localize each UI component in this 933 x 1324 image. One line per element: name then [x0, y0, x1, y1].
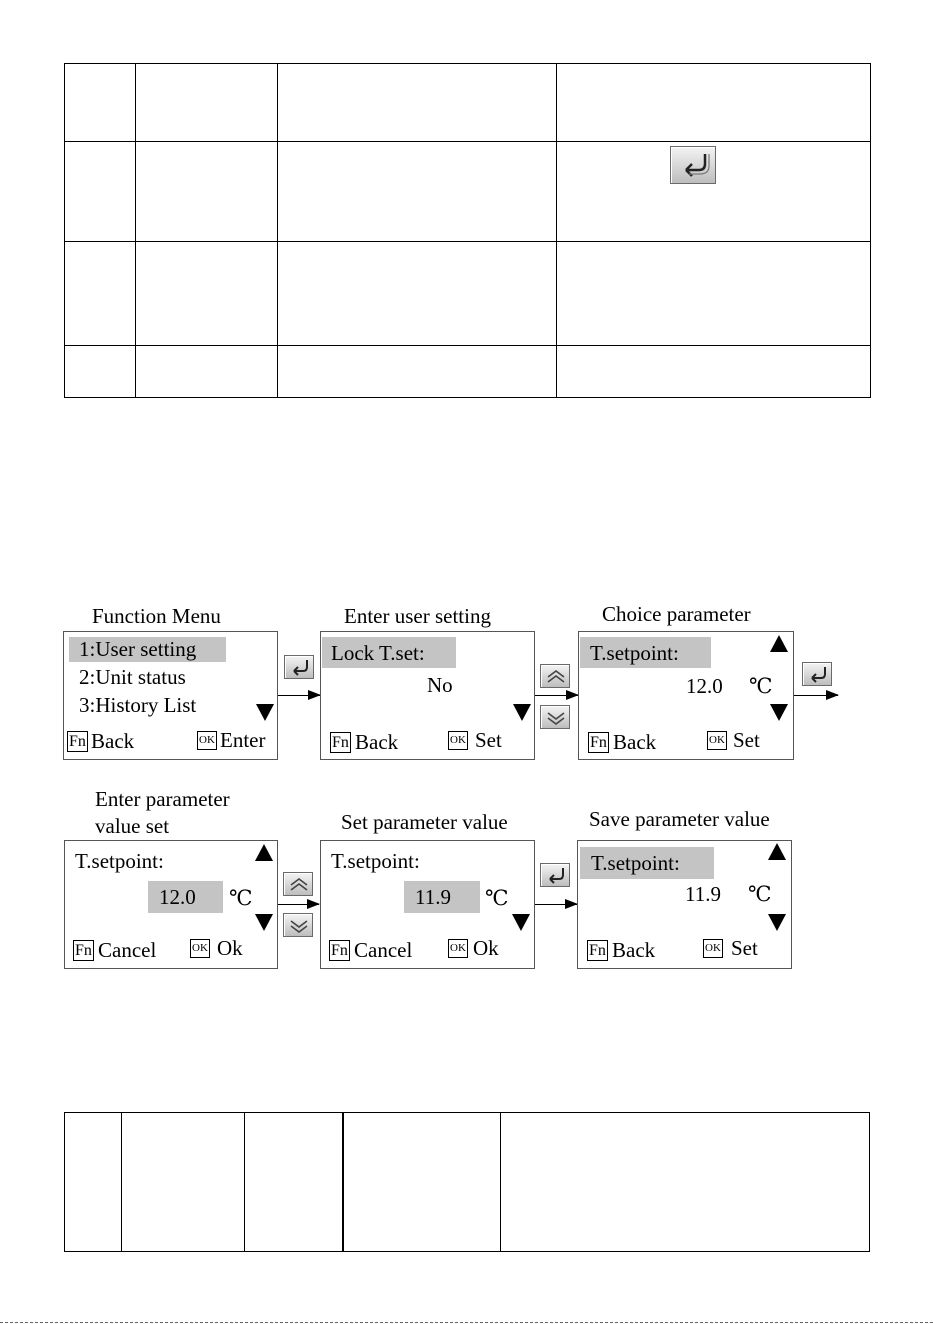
param-value: No	[427, 673, 453, 697]
flow-arrow	[535, 904, 577, 905]
fn-label: Cancel	[98, 938, 157, 962]
down-key-icon	[540, 705, 570, 729]
triangle-up-icon	[255, 844, 273, 861]
ok-key: OK	[190, 939, 210, 958]
fn-key: Fn	[69, 733, 86, 750]
param-value: 12.0	[686, 674, 723, 698]
enter-key-icon	[540, 863, 570, 887]
ok-label: Set	[475, 728, 502, 752]
flow-arrow	[535, 695, 578, 696]
fn-key: Fn	[75, 942, 92, 959]
fn-key: Fn	[331, 942, 348, 959]
param-title: Lock T.set:	[331, 641, 425, 665]
ok-key: OK	[707, 731, 727, 750]
triangle-down-icon	[768, 914, 786, 931]
unit-label: ℃	[229, 886, 253, 910]
ok-key: OK	[448, 939, 468, 958]
param-value: 11.9	[685, 882, 721, 906]
triangle-up-icon	[770, 635, 788, 652]
fn-key: Fn	[590, 734, 607, 751]
table-row	[65, 346, 871, 398]
flow-arrow	[278, 695, 320, 696]
caption-function-menu: Function Menu	[92, 604, 221, 628]
triangle-up-icon	[768, 843, 786, 860]
table-row	[65, 142, 871, 242]
param-title: T.setpoint:	[75, 849, 164, 873]
fn-key: Fn	[589, 942, 606, 959]
ok-key: OK	[448, 731, 468, 750]
screen-save-parameter-value	[577, 840, 792, 969]
caption-value-set: value set	[95, 814, 170, 838]
ok-label: Enter	[220, 728, 266, 752]
flow-arrow	[794, 695, 838, 696]
triangle-down-icon	[255, 914, 273, 931]
fn-label: Back	[91, 729, 135, 753]
down-key-icon	[283, 913, 313, 937]
caption-set-parameter-value: Set parameter value	[341, 810, 508, 834]
caption-save-parameter-value: Save parameter value	[589, 807, 770, 831]
fn-key: Fn	[332, 734, 349, 751]
ok-key: OK	[703, 939, 723, 958]
screen-choice-parameter	[578, 631, 794, 760]
table-row	[65, 1113, 870, 1252]
table-cell	[557, 142, 871, 242]
param-value[interactable]: 11.9	[415, 885, 451, 909]
top-table	[64, 63, 871, 398]
enter-key-icon	[802, 662, 832, 686]
screen-function-menu	[63, 631, 278, 760]
up-key-icon	[540, 664, 570, 688]
param-title: T.setpoint:	[590, 641, 679, 665]
fn-label: Cancel	[354, 938, 413, 962]
page-bottom-rule	[0, 1322, 933, 1323]
fn-label: Back	[613, 730, 657, 754]
screen-enter-user-setting	[320, 631, 535, 760]
triangle-down-icon	[770, 704, 788, 721]
flow-arrow	[278, 904, 319, 905]
unit-label: ℃	[749, 674, 773, 698]
menu-item-unit-status[interactable]: 2:Unit status	[79, 665, 186, 689]
param-title: T.setpoint:	[331, 849, 420, 873]
caption-choice-parameter: Choice parameter	[602, 602, 751, 626]
ok-label: Ok	[217, 936, 243, 960]
caption-enter-parameter: Enter parameter	[95, 787, 230, 811]
enter-key-icon	[670, 146, 716, 184]
fn-label: Back	[612, 938, 656, 962]
triangle-down-icon	[512, 914, 530, 931]
ok-label: Set	[731, 936, 758, 960]
triangle-down-icon	[513, 704, 531, 721]
table-row	[65, 242, 871, 346]
enter-key-icon	[284, 655, 314, 679]
table-row	[65, 64, 871, 142]
param-value[interactable]: 12.0	[159, 885, 196, 909]
triangle-down-icon	[256, 704, 274, 721]
caption-enter-user-setting: Enter user setting	[344, 604, 491, 628]
screen-enter-parameter-value	[64, 840, 278, 969]
menu-item-history-list[interactable]: 3:History List	[79, 693, 197, 717]
unit-label: ℃	[748, 882, 772, 906]
bottom-table	[64, 1112, 870, 1252]
ok-key: OK	[197, 731, 217, 750]
fn-label: Back	[355, 730, 399, 754]
screen-set-parameter-value	[320, 840, 535, 969]
unit-label: ℃	[485, 886, 509, 910]
ok-label: Set	[733, 728, 760, 752]
ok-label: Ok	[473, 936, 499, 960]
param-title: T.setpoint:	[591, 851, 680, 875]
up-key-icon	[283, 872, 313, 896]
menu-item-user-setting[interactable]: 1:User setting	[79, 637, 197, 661]
